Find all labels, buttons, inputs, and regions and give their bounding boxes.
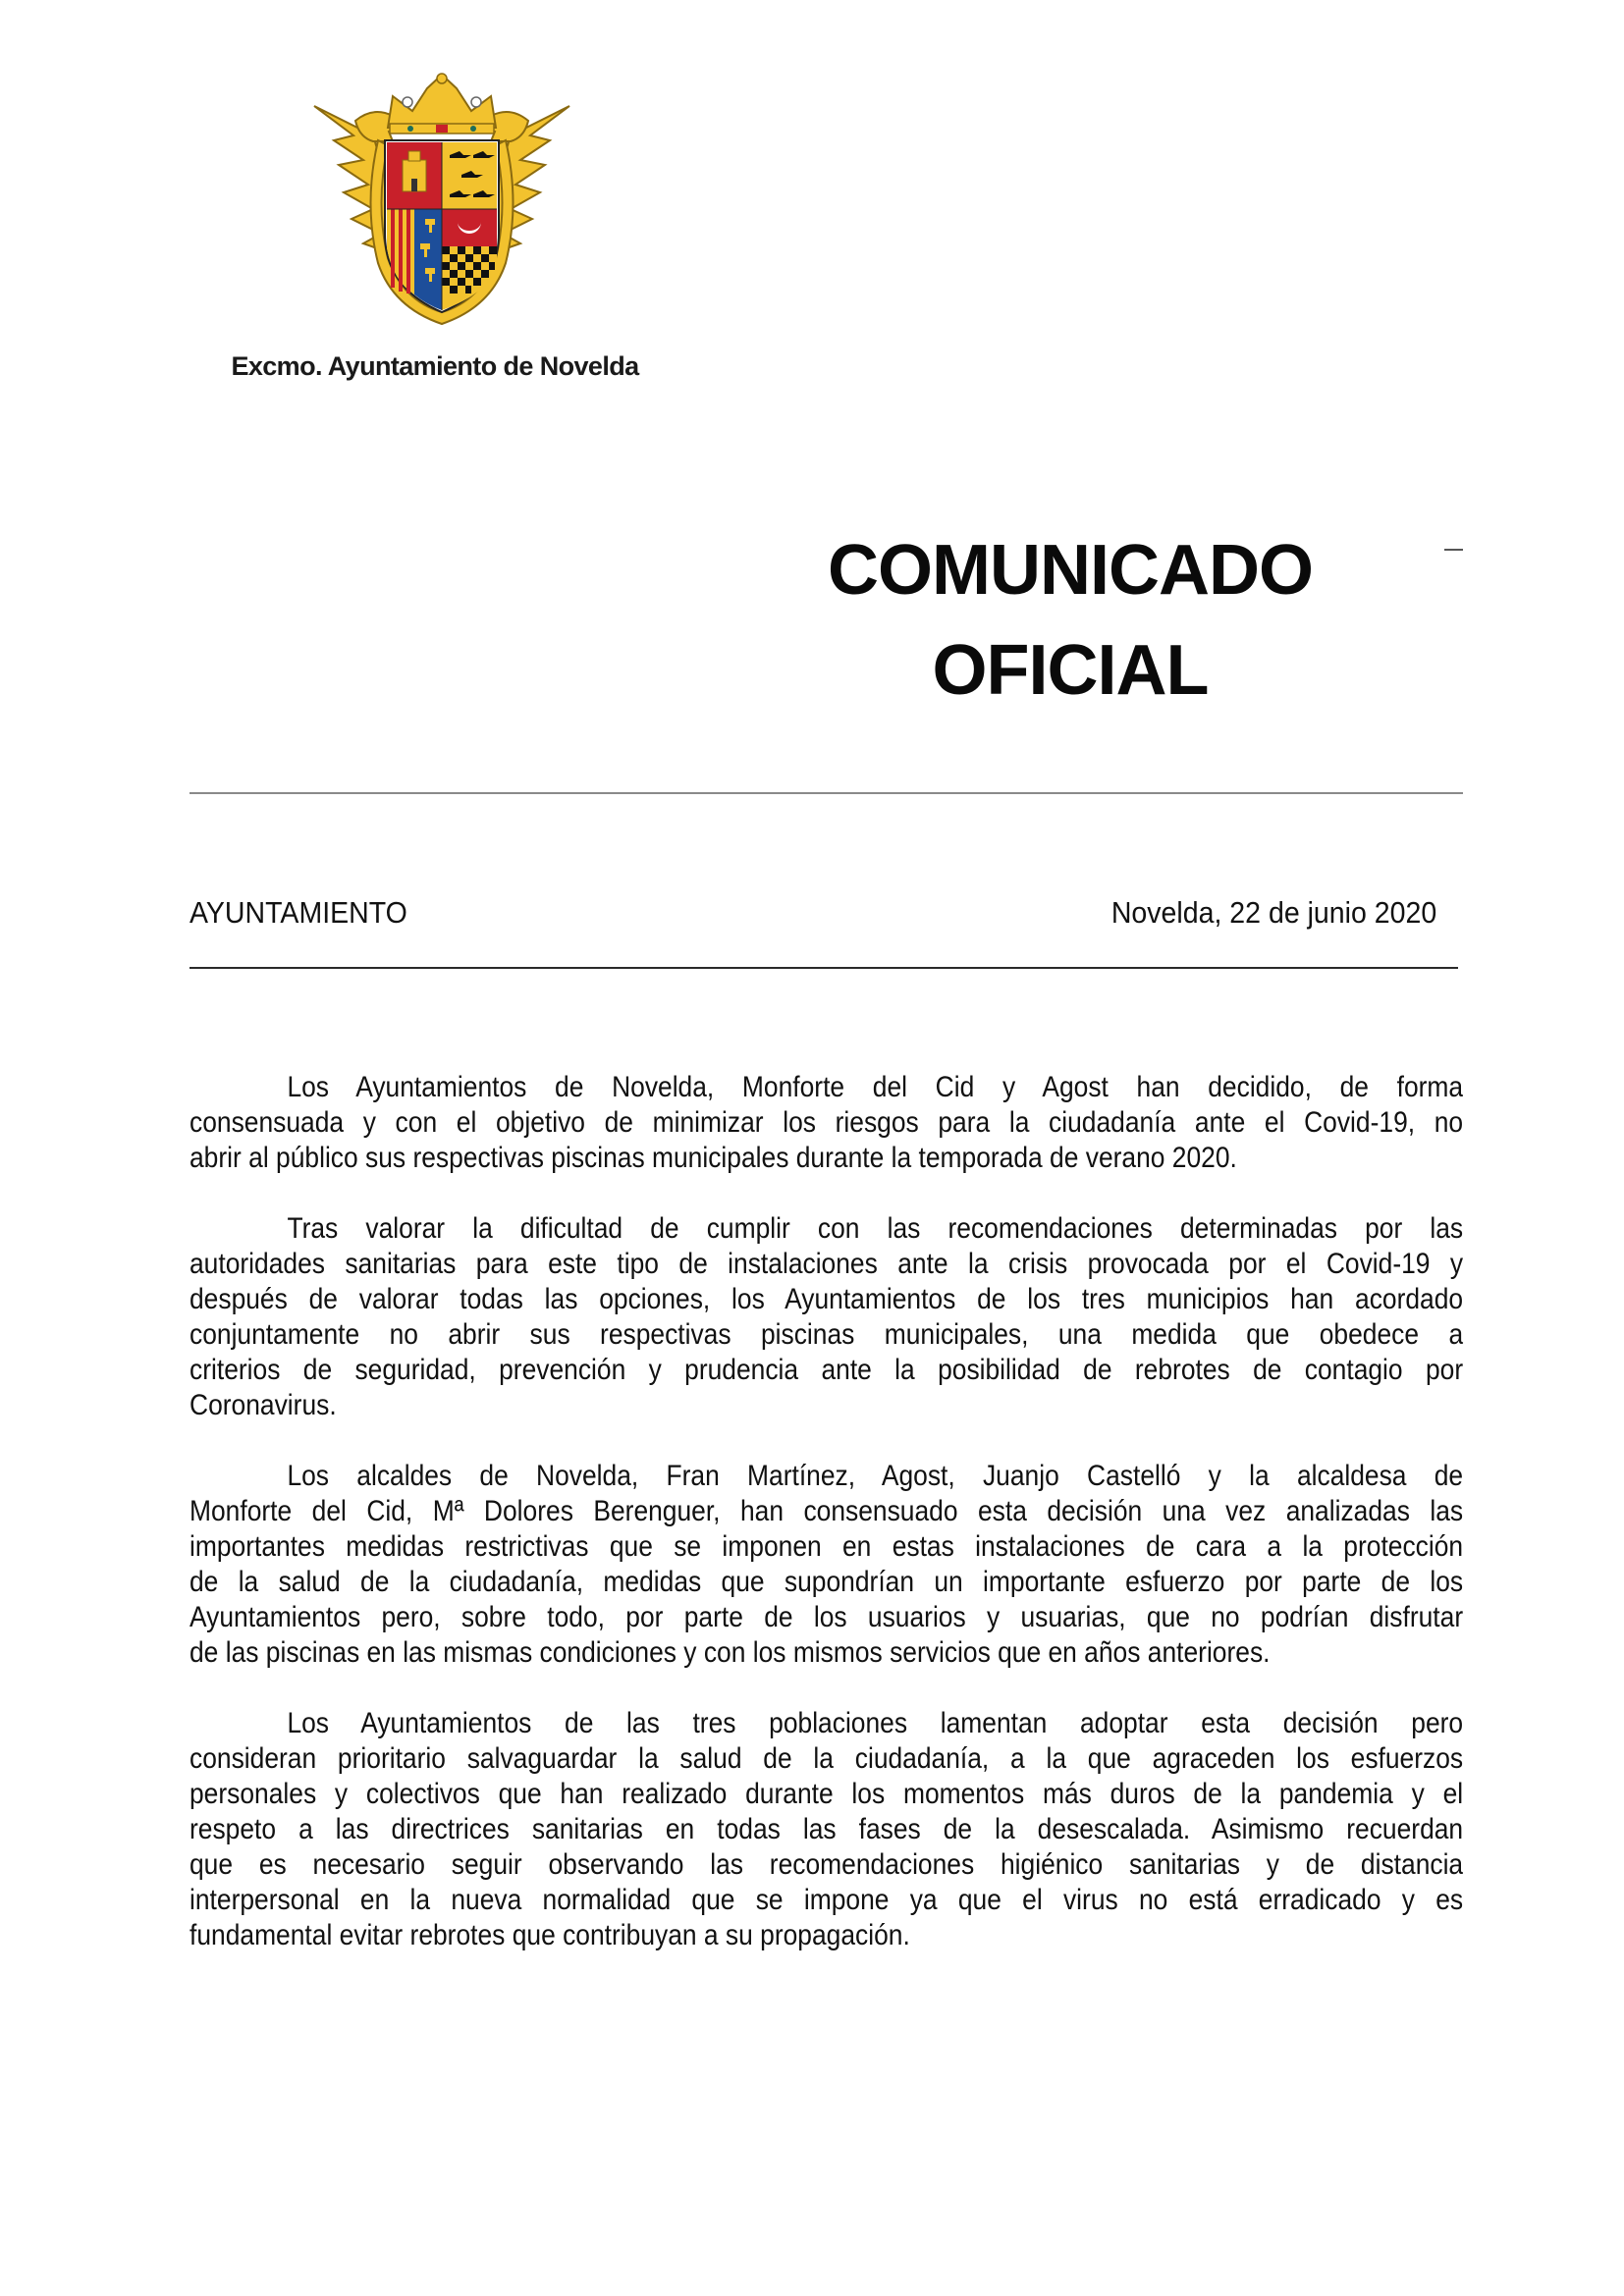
paragraph-line-text: abrir al público sus respectivas piscinas municipales durante la temporada de verano 2020. <box>189 1142 1237 1174</box>
paragraph-line <box>189 1459 1463 1494</box>
paragraph-line <box>189 1105 1463 1141</box>
paragraph-line <box>189 1353 1463 1388</box>
paragraph-line <box>189 1565 1463 1600</box>
paragraph-line-text: interpersonal en la nueva normalidad que se impone ya que el virus no está erradicado y es <box>189 1884 1464 1916</box>
paragraph-line-text: de las piscinas en las mismas condiciones y con los mismos servicios que en años anteriores. <box>189 1636 1271 1669</box>
paragraph-line <box>189 1529 1463 1565</box>
logo-caption: Excmo. Ayuntamiento de Novelda <box>231 351 639 381</box>
logo-block <box>224 67 646 391</box>
paragraph-line-text: conjuntamente no abrir sus respectivas piscinas municipales, una medida que obedece a <box>189 1318 1464 1351</box>
paragraph-line-text: consideran prioritario salvaguardar la salud de la ciudadanía, a la que agraceden los esfuerzos <box>189 1742 1464 1775</box>
paragraph <box>189 1459 1463 1671</box>
paragraph-line-text: personales y colectivos que han realizado durante los momentos más duros de la pandemia y el <box>189 1778 1464 1810</box>
paragraph-line <box>189 1706 1463 1741</box>
paragraph-line <box>189 1317 1463 1353</box>
paragraph-line-text: de la salud de la ciudadanía, medidas que supondrían un importante esfuerzo por parte de los <box>189 1566 1464 1598</box>
paragraph-line-text: autoridades sanitarias para este tipo de instalaciones ante la crisis provocada por el Covid-19 y <box>189 1248 1464 1280</box>
paragraph-line <box>189 1777 1463 1812</box>
paragraph-line <box>189 1883 1463 1918</box>
title-line-2: OFICIAL <box>932 631 1209 710</box>
paragraph-line-text: Coronavirus. <box>189 1389 337 1421</box>
paragraph-line <box>189 1741 1463 1777</box>
paragraph-line <box>189 1812 1463 1847</box>
paragraph-line-text: que es necesario seguir observando las recomendaciones higiénico sanitarias y de distancia <box>189 1848 1464 1881</box>
paragraph-line-text: Los alcaldes de Novelda, Fran Martínez, Agost, Juanjo Castelló y la alcaldesa de <box>287 1460 1464 1492</box>
small-dash-mark <box>1444 549 1463 551</box>
paragraph-line <box>189 1635 1463 1671</box>
paragraph <box>189 1211 1463 1423</box>
paragraph-line-text: criterios de seguridad, prevención y prudencia ante la posibilidad de rebrotes de contagio por <box>189 1354 1464 1386</box>
meta-underline <box>189 967 1458 969</box>
paragraph-line-text: Monforte del Cid, Mª Dolores Berenguer, han consensuado esta decisión una vez analizadas las <box>189 1495 1464 1527</box>
paragraph-line <box>189 1388 1463 1423</box>
paragraph <box>189 1706 1463 1953</box>
paragraph-line <box>189 1141 1463 1176</box>
document-body <box>189 1070 1463 1989</box>
paragraph-line-text: Los Ayuntamientos de las tres poblaciones lamentan adoptar esta decisión pero <box>287 1707 1464 1739</box>
horizontal-rule <box>189 792 1463 794</box>
paragraph <box>189 1070 1463 1176</box>
paragraph-line <box>189 1918 1463 1953</box>
paragraph-line <box>189 1494 1463 1529</box>
paragraph-line-text: después de valorar todas las opciones, los Ayuntamientos de los tres municipios han acordado <box>189 1283 1464 1315</box>
paragraph-line <box>189 1847 1463 1883</box>
meta-row <box>189 895 1436 934</box>
paragraph-line <box>189 1600 1463 1635</box>
place-date: Novelda, 22 de junio 2020 <box>1110 895 1436 930</box>
page-title <box>766 520 1375 721</box>
paragraph-line <box>189 1070 1463 1105</box>
paragraph-line-text: Los Ayuntamientos de Novelda, Monforte del Cid y Agost han decidido, de forma <box>287 1071 1464 1103</box>
paragraph-line-text: respeto a las directrices sanitarias en todas las fases de la desescalada. Asimismo recuerdan <box>189 1813 1464 1845</box>
department-label: AYUNTAMIENTO <box>189 895 407 930</box>
paragraph-line-text: fundamental evitar rebrotes que contribuyan a su propagación. <box>189 1919 910 1951</box>
paragraph-line <box>189 1211 1463 1247</box>
coat-of-arms-icon <box>295 67 589 342</box>
paragraph-line <box>189 1247 1463 1282</box>
paragraph-line-text: consensuada y con el objetivo de minimizar los riesgos para la ciudadanía ante el Covid-19, no <box>189 1106 1464 1139</box>
paragraph-line <box>189 1282 1463 1317</box>
title-line-1: COMUNICADO <box>828 531 1313 610</box>
paragraph-line-text: importantes medidas restrictivas que se imponen en estas instalaciones de cara a la protección <box>189 1530 1464 1563</box>
paragraph-line-text: Tras valorar la dificultad de cumplir con las recomendaciones determinadas por las <box>287 1212 1464 1245</box>
paragraph-line-text: Ayuntamientos pero, sobre todo, por parte de los usuarios y usuarias, que no podrían disfrutar <box>189 1601 1464 1633</box>
